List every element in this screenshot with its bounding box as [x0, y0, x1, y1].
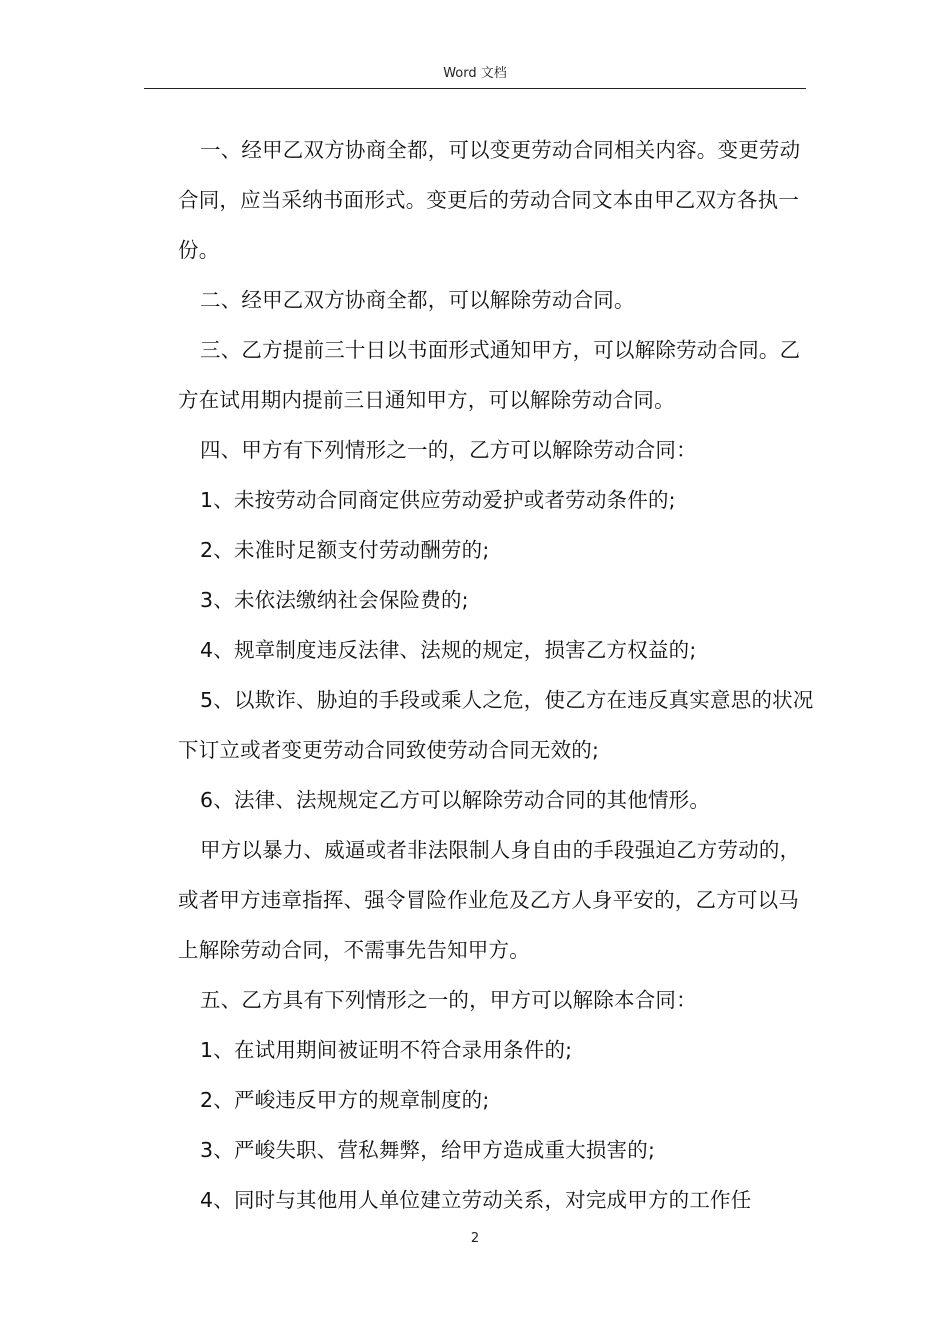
list-item: 4、规章制度违反法律、法规的规定，损害乙方权益的; — [200, 638, 697, 662]
list-item: 2、未准时足额支付劳动酬劳的; — [200, 538, 490, 562]
paragraph-1: 一、经甲乙双方协商全都，可以变更劳动合同相关内容。变更劳动合同，应当采纳书面形式。变更后的劳动合同文本由甲乙双方各执一份。 — [178, 138, 801, 262]
list-item: 3、严峻失职、营私舞弊，给甲方造成重大损害的; — [200, 1138, 656, 1162]
page-number: 2 — [470, 1231, 480, 1246]
paragraph-coercion: 甲方以暴力、威逼或者非法限制人身自由的手段强迫乙方劳动的，或者甲方违章指挥、强令冒险作业危及乙方人身平安的，乙方可以马上解除劳动合同，不需事先告知甲方。 — [178, 838, 801, 962]
paragraph-2: 二、经甲乙双方协商全都，可以解除劳动合同。 — [200, 288, 635, 312]
list-item: 2、严峻违反甲方的规章制度的; — [200, 1088, 490, 1112]
header-divider — [144, 88, 806, 89]
list-item: 4、同时与其他用人单位建立劳动关系，对完成甲方的工作任 — [200, 1188, 752, 1212]
list-item: 6、法律、法规规定乙方可以解除劳动合同的其他情形。 — [200, 788, 711, 812]
document-body — [178, 125, 818, 1225]
list-item: 1、在试用期间被证明不符合录用条件的; — [200, 1038, 573, 1062]
paragraph-5: 五、乙方具有下列情形之一的，甲方可以解除本合同： — [200, 988, 697, 1012]
list-item: 5、以欺诈、胁迫的手段或乘人之危，使乙方在违反真实意思的状况下订立或者变更劳动合同致使劳动合同无效的; — [178, 688, 814, 762]
list-item: 3、未依法缴纳社会保险费的; — [200, 588, 469, 612]
page-header-title: Word 文档 — [443, 66, 507, 81]
paragraph-3: 三、乙方提前三十日以书面形式通知甲方，可以解除劳动合同。乙方在试用期内提前三日通知甲方，可以解除劳动合同。 — [178, 338, 801, 412]
list-item: 1、未按劳动合同商定供应劳动爱护或者劳动条件的; — [200, 488, 676, 512]
paragraph-4: 四、甲方有下列情形之一的，乙方可以解除劳动合同： — [200, 438, 697, 462]
